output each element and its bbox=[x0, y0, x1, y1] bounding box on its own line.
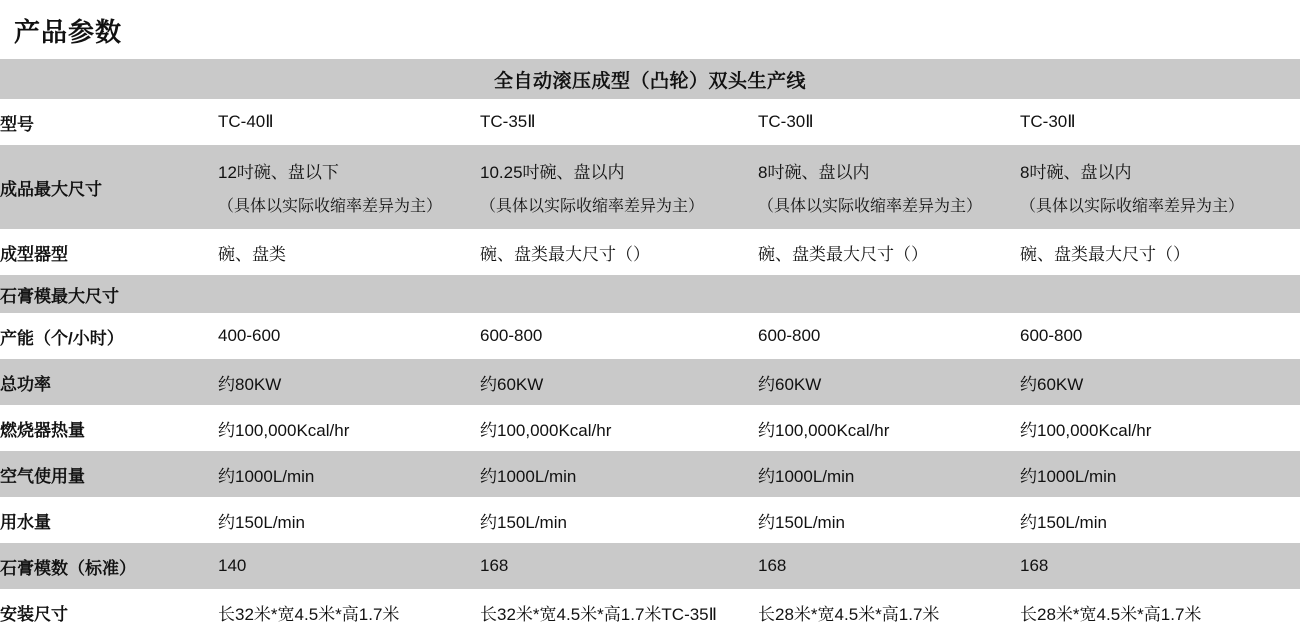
row-label: 安装尺寸 bbox=[0, 589, 218, 635]
table-row bbox=[0, 405, 1300, 451]
row-value: 碗、盘类最大尺寸（） bbox=[758, 229, 1020, 275]
table-row bbox=[0, 589, 1300, 635]
row-value-note: （具体以实际收缩率差异为主） bbox=[1020, 198, 1245, 215]
row-label: 产能（个/小时） bbox=[0, 313, 218, 359]
row-label: 石膏模数（标准） bbox=[0, 543, 218, 589]
row-label: 成品最大尺寸 bbox=[0, 145, 218, 229]
row-value bbox=[758, 275, 1020, 313]
row-value: 600-800 bbox=[1020, 313, 1300, 359]
row-label: 空气使用量 bbox=[0, 451, 218, 497]
row-value: 8吋碗、盘以内 bbox=[1020, 163, 1132, 182]
row-value: 约60KW bbox=[758, 359, 1020, 405]
row-value: 约100,000Kcal/hr bbox=[1020, 405, 1300, 451]
table-row bbox=[0, 229, 1300, 275]
row-value: TC-35Ⅱ bbox=[480, 99, 758, 145]
row-value: 约1000L/min bbox=[480, 451, 758, 497]
table-row bbox=[0, 313, 1300, 359]
row-label: 成型器型 bbox=[0, 229, 218, 275]
row-value: 碗、盘类 bbox=[218, 229, 480, 275]
row-value: 长28米*宽4.5米*高1.7米 bbox=[758, 589, 1020, 635]
row-value-group bbox=[758, 145, 1020, 229]
row-value: 约1000L/min bbox=[218, 451, 480, 497]
row-value-note: （具体以实际收缩率差异为主） bbox=[480, 198, 705, 215]
row-value: 长32米*宽4.5米*高1.7米 bbox=[218, 589, 480, 635]
table-banner-row bbox=[0, 59, 1300, 99]
row-value: 约100,000Kcal/hr bbox=[480, 405, 758, 451]
table-row bbox=[0, 145, 1300, 229]
row-label: 总功率 bbox=[0, 359, 218, 405]
table-banner: 全自动滚压成型（凸轮）双头生产线 bbox=[0, 59, 1300, 99]
row-label: 型号 bbox=[0, 99, 218, 145]
row-value: 168 bbox=[758, 543, 1020, 589]
row-value: 168 bbox=[1020, 543, 1300, 589]
row-value: 约150L/min bbox=[480, 497, 758, 543]
row-value: 约1000L/min bbox=[1020, 451, 1300, 497]
page-title: 产品参数 bbox=[14, 17, 123, 47]
row-value: TC-30Ⅱ bbox=[758, 99, 1020, 145]
row-value-note: （具体以实际收缩率差异为主） bbox=[218, 198, 443, 215]
row-value: 约150L/min bbox=[758, 497, 1020, 543]
table-row bbox=[0, 497, 1300, 543]
row-value bbox=[218, 275, 480, 313]
row-value: 168 bbox=[480, 543, 758, 589]
row-value-group bbox=[218, 145, 480, 229]
row-value: 约80KW bbox=[218, 359, 480, 405]
row-value: 140 bbox=[218, 543, 480, 589]
row-value-group bbox=[480, 145, 758, 229]
row-label: 用水量 bbox=[0, 497, 218, 543]
row-value: 长28米*宽4.5米*高1.7米 bbox=[1020, 589, 1300, 635]
row-value: 约100,000Kcal/hr bbox=[758, 405, 1020, 451]
table-row bbox=[0, 543, 1300, 589]
row-value: 8吋碗、盘以内 bbox=[758, 163, 870, 182]
row-value: 600-800 bbox=[480, 313, 758, 359]
table-row bbox=[0, 275, 1300, 313]
row-value: 约60KW bbox=[1020, 359, 1300, 405]
table-row bbox=[0, 99, 1300, 145]
product-spec-table bbox=[0, 59, 1300, 635]
row-value: 600-800 bbox=[758, 313, 1020, 359]
row-label: 燃烧器热量 bbox=[0, 405, 218, 451]
row-value bbox=[480, 275, 758, 313]
row-value: TC-30Ⅱ bbox=[1020, 99, 1300, 145]
row-value bbox=[1020, 275, 1300, 313]
row-value: 约1000L/min bbox=[758, 451, 1020, 497]
table-row bbox=[0, 451, 1300, 497]
row-value: 400-600 bbox=[218, 313, 480, 359]
row-value-group bbox=[1020, 145, 1300, 229]
row-label: 石膏模最大尺寸 bbox=[0, 275, 218, 313]
row-value: 约150L/min bbox=[218, 497, 480, 543]
row-value-note: （具体以实际收缩率差异为主） bbox=[758, 198, 983, 215]
row-value: 10.25吋碗、盘以内 bbox=[480, 163, 625, 182]
row-value: 碗、盘类最大尺寸（） bbox=[480, 229, 758, 275]
row-value: 约150L/min bbox=[1020, 497, 1300, 543]
row-value: 约60KW bbox=[480, 359, 758, 405]
table-row bbox=[0, 359, 1300, 405]
row-value: 长32米*宽4.5米*高1.7米TC-35Ⅱ bbox=[480, 589, 758, 635]
row-value: TC-40Ⅱ bbox=[218, 99, 480, 145]
row-value: 约100,000Kcal/hr bbox=[218, 405, 480, 451]
row-value: 碗、盘类最大尺寸（） bbox=[1020, 229, 1300, 275]
row-value: 12吋碗、盘以下 bbox=[218, 163, 339, 182]
